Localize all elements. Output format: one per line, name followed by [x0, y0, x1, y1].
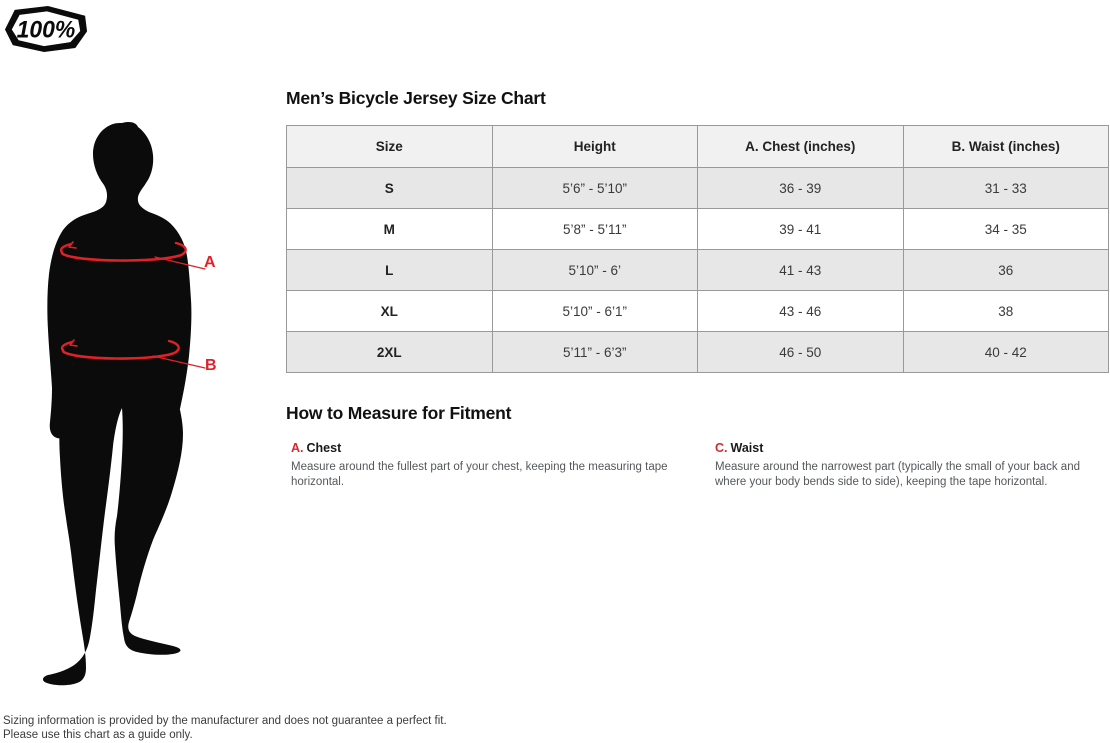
- cell-chest: 46 - 50: [698, 332, 904, 373]
- measure-guide-chest: [291, 441, 673, 490]
- cell-size: S: [287, 168, 493, 209]
- cell-size: XL: [287, 291, 493, 332]
- cell-waist: 34 - 35: [903, 209, 1109, 250]
- column-header-height: Height: [492, 126, 698, 168]
- measure-guide-waist: [715, 441, 1110, 490]
- male-silhouette-figure: [25, 116, 237, 691]
- silhouette-body-shape: [43, 122, 191, 685]
- section-heading-how-to-measure: How to Measure for Fitment: [286, 403, 512, 423]
- measure-letter-a: A.: [291, 441, 304, 455]
- footer-line-2: Please use this chart as a guide only.: [3, 729, 193, 742]
- cell-chest: 36 - 39: [698, 168, 904, 209]
- cell-height: 5’10” - 6’: [492, 250, 698, 291]
- size-chart-table: [286, 125, 1109, 373]
- logo-badge-icon: [3, 5, 89, 52]
- column-header-size: Size: [287, 126, 493, 168]
- cell-chest: 43 - 46: [698, 291, 904, 332]
- table-row: [287, 168, 1109, 209]
- table-header-row: [287, 126, 1109, 168]
- page-title: Men’s Bicycle Jersey Size Chart: [286, 88, 546, 108]
- cell-waist: 40 - 42: [903, 332, 1109, 373]
- figure-label-b: B: [205, 357, 217, 374]
- cell-waist: 31 - 33: [903, 168, 1109, 209]
- measure-text-waist: Measure around the narrowest part (typically the small of your back and where your body bends side to side), keeping the tape horizontal.: [715, 461, 1080, 489]
- table-row: [287, 209, 1109, 250]
- column-header-chest: A. Chest (inches): [698, 126, 904, 168]
- cell-height: 5’10” - 6’1”: [492, 291, 698, 332]
- measure-name-chest: Chest: [306, 441, 342, 455]
- cell-size: M: [287, 209, 493, 250]
- footer-line-1: Sizing information is provided by the manufacturer and does not guarantee a perfect fit.: [3, 715, 447, 727]
- table-row: [287, 250, 1109, 291]
- cell-size: L: [287, 250, 493, 291]
- figure-label-a: A: [204, 254, 216, 271]
- footer-disclaimer: [3, 714, 447, 743]
- table-row: [287, 332, 1109, 373]
- brand-logo-100-percent: [3, 5, 89, 52]
- cell-height: 5’8” - 5’11”: [492, 209, 698, 250]
- cell-chest: 41 - 43: [698, 250, 904, 291]
- cell-chest: 39 - 41: [698, 209, 904, 250]
- column-header-waist: B. Waist (inches): [903, 126, 1109, 168]
- male-silhouette-icon: [25, 116, 237, 691]
- table-row: [287, 291, 1109, 332]
- cell-height: 5’11” - 6’3”: [492, 332, 698, 373]
- cell-size: 2XL: [287, 332, 493, 373]
- cell-waist: 36: [903, 250, 1109, 291]
- measure-letter-c: C.: [715, 441, 728, 455]
- cell-waist: 38: [903, 291, 1109, 332]
- measure-heading-waist: [715, 441, 1110, 455]
- measure-heading-chest: [291, 441, 673, 455]
- measure-text-chest: Measure around the fullest part of your chest, keeping the measuring tape horizontal.: [291, 461, 668, 489]
- logo-text: 100%: [16, 16, 76, 44]
- measure-name-waist: Waist: [730, 441, 764, 455]
- cell-height: 5’6” - 5’10”: [492, 168, 698, 209]
